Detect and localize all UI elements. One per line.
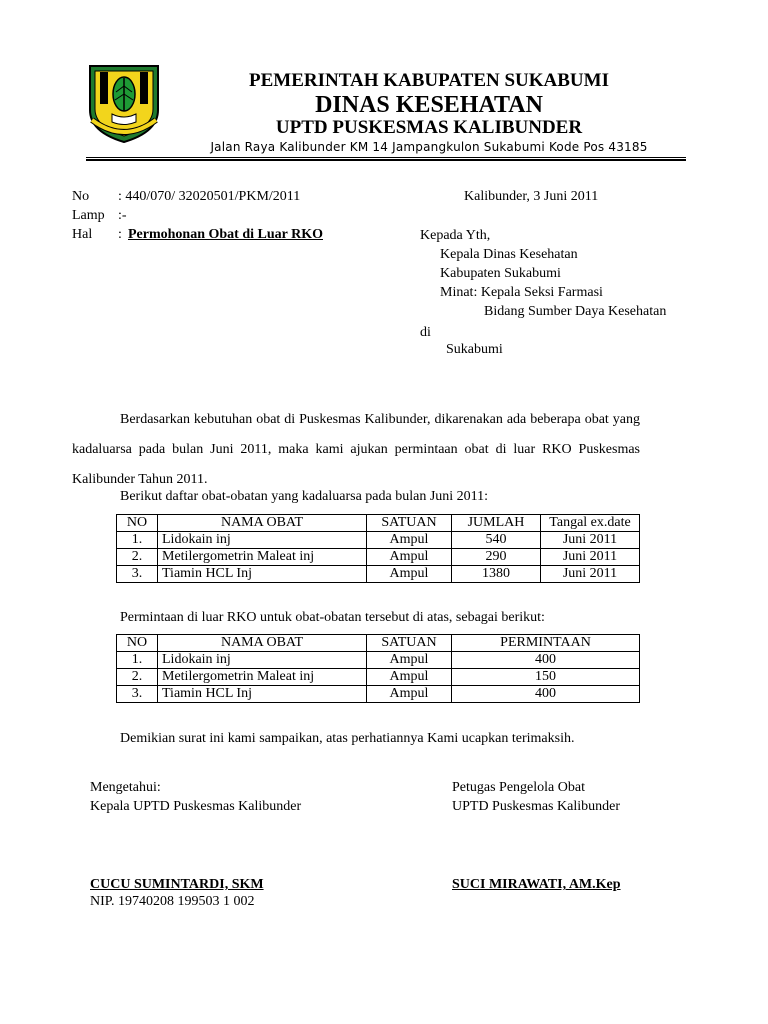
header-cell: NO xyxy=(117,635,158,652)
kabupaten-sukabumi-emblem xyxy=(86,64,162,144)
recipient-line-5: Bidang Sumber Daya Kesehatan xyxy=(484,304,667,319)
cell-request: 400 xyxy=(452,686,640,703)
cell-no: 1. xyxy=(117,532,158,549)
cell-expiry: Juni 2011 xyxy=(541,532,640,549)
cell-no: 2. xyxy=(117,549,158,566)
letterhead-department: DINAS KESEHATAN xyxy=(315,92,543,118)
cell-expiry: Juni 2011 xyxy=(541,549,640,566)
cell-drug: Tiamin HCL Inj xyxy=(158,566,367,583)
cell-drug: Tiamin HCL Inj xyxy=(158,686,367,703)
cell-unit: Ampul xyxy=(367,549,452,566)
recipient-greeting: Kepada Yth, xyxy=(420,228,491,243)
table2-intro: Permintaan di luar RKO untuk obat-obatan tersebut di atas, sebagai berikut: xyxy=(120,610,545,625)
letterhead-address: Jalan Raya Kalibunder KM 14 Jampangkulon Sukabumi Kode Pos 43185 xyxy=(210,140,648,154)
recipient-line-2: Kepala Dinas Kesehatan xyxy=(440,247,578,262)
cell-request: 400 xyxy=(452,652,640,669)
table-row xyxy=(117,669,640,686)
cell-amount: 1380 xyxy=(452,566,541,583)
header-cell: NAMA OBAT xyxy=(158,635,367,652)
table-row xyxy=(117,549,640,566)
sig-right-line1: Petugas Pengelola Obat xyxy=(452,780,585,795)
cell-drug: Lidokain inj xyxy=(158,532,367,549)
table-row xyxy=(117,532,640,549)
recipient-line-4: Minat: Kepala Seksi Farmasi xyxy=(440,285,603,300)
letter-date: Kalibunder, 3 Juni 2011 xyxy=(464,189,599,204)
header-cell: JUMLAH xyxy=(452,515,541,532)
table-row xyxy=(117,566,640,583)
recipient-line-3: Kabupaten Sukabumi xyxy=(440,266,561,281)
header-cell: PERMINTAAN xyxy=(452,635,640,652)
recipient-di: di xyxy=(420,325,431,340)
cell-no: 2. xyxy=(117,669,158,686)
cell-drug: Metilergometrin Maleat inj xyxy=(158,549,367,566)
sig-right-line2: UPTD Puskesmas Kalibunder xyxy=(452,799,620,814)
cell-unit: Ampul xyxy=(367,686,452,703)
cell-expiry: Juni 2011 xyxy=(541,566,640,583)
table1-intro: Berikut daftar obat-obatan yang kadaluarsa pada bulan Juni 2011: xyxy=(120,489,489,504)
cell-unit: Ampul xyxy=(367,532,452,549)
lamp-value: :- xyxy=(118,208,127,223)
cell-drug: Metilergometrin Maleat inj xyxy=(158,669,367,686)
letterhead-government: PEMERINTAH KABUPATEN SUKABUMI xyxy=(249,70,609,91)
sig-right-name: SUCI MIRAWATI, AM.Kep xyxy=(452,877,621,892)
table-row xyxy=(117,686,640,703)
header-cell: NAMA OBAT xyxy=(158,515,367,532)
cell-no: 3. xyxy=(117,566,158,583)
hal-colon: : xyxy=(118,227,122,242)
table-header-row xyxy=(117,635,640,652)
header-cell: Tangal ex.date xyxy=(541,515,640,532)
hal-label: Hal xyxy=(72,227,93,242)
cell-request: 150 xyxy=(452,669,640,686)
body-paragraph: Berdasarkan kebutuhan obat di Puskesmas Kalibunder, dikarenakan ada beberapa obat yang kadaluarsa pada bulan Juni 2011, maka kami ajukan permintaan obat di luar RKO Puskesmas Kalibunder Tahun 2011. xyxy=(72,412,640,487)
lamp-label: Lamp xyxy=(72,208,105,223)
cell-unit: Ampul xyxy=(367,652,452,669)
cell-unit: Ampul xyxy=(367,669,452,686)
sig-left-name: CUCU SUMINTARDI, SKM xyxy=(90,877,264,892)
letterhead-unit: UPTD PUSKESMAS KALIBUNDER xyxy=(275,117,583,138)
cell-amount: 290 xyxy=(452,549,541,566)
cell-no: 3. xyxy=(117,686,158,703)
letterhead-rule xyxy=(86,157,686,161)
recipient-city: Sukabumi xyxy=(446,342,503,357)
hal-value: Permohonan Obat di Luar RKO xyxy=(128,227,323,242)
sig-left-line1: Mengetahui: xyxy=(90,780,161,795)
cell-drug: Lidokain inj xyxy=(158,652,367,669)
table-header-row xyxy=(117,515,640,532)
request-table xyxy=(116,634,640,703)
cell-amount: 540 xyxy=(452,532,541,549)
sig-left-nip: NIP. 19740208 199503 1 002 xyxy=(90,894,255,909)
cell-no: 1. xyxy=(117,652,158,669)
header-cell: NO xyxy=(117,515,158,532)
header-cell: SATUAN xyxy=(367,635,452,652)
closing-sentence: Demikian surat ini kami sampaikan, atas perhatiannya Kami ucapkan terimaksih. xyxy=(120,731,575,746)
expired-drugs-table xyxy=(116,514,640,583)
cell-unit: Ampul xyxy=(367,566,452,583)
sig-left-line2: Kepala UPTD Puskesmas Kalibunder xyxy=(90,799,302,814)
no-value: : 440/070/ 32020501/PKM/2011 xyxy=(118,189,301,204)
header-cell: SATUAN xyxy=(367,515,452,532)
no-label: No xyxy=(72,189,90,204)
table-row xyxy=(117,652,640,669)
